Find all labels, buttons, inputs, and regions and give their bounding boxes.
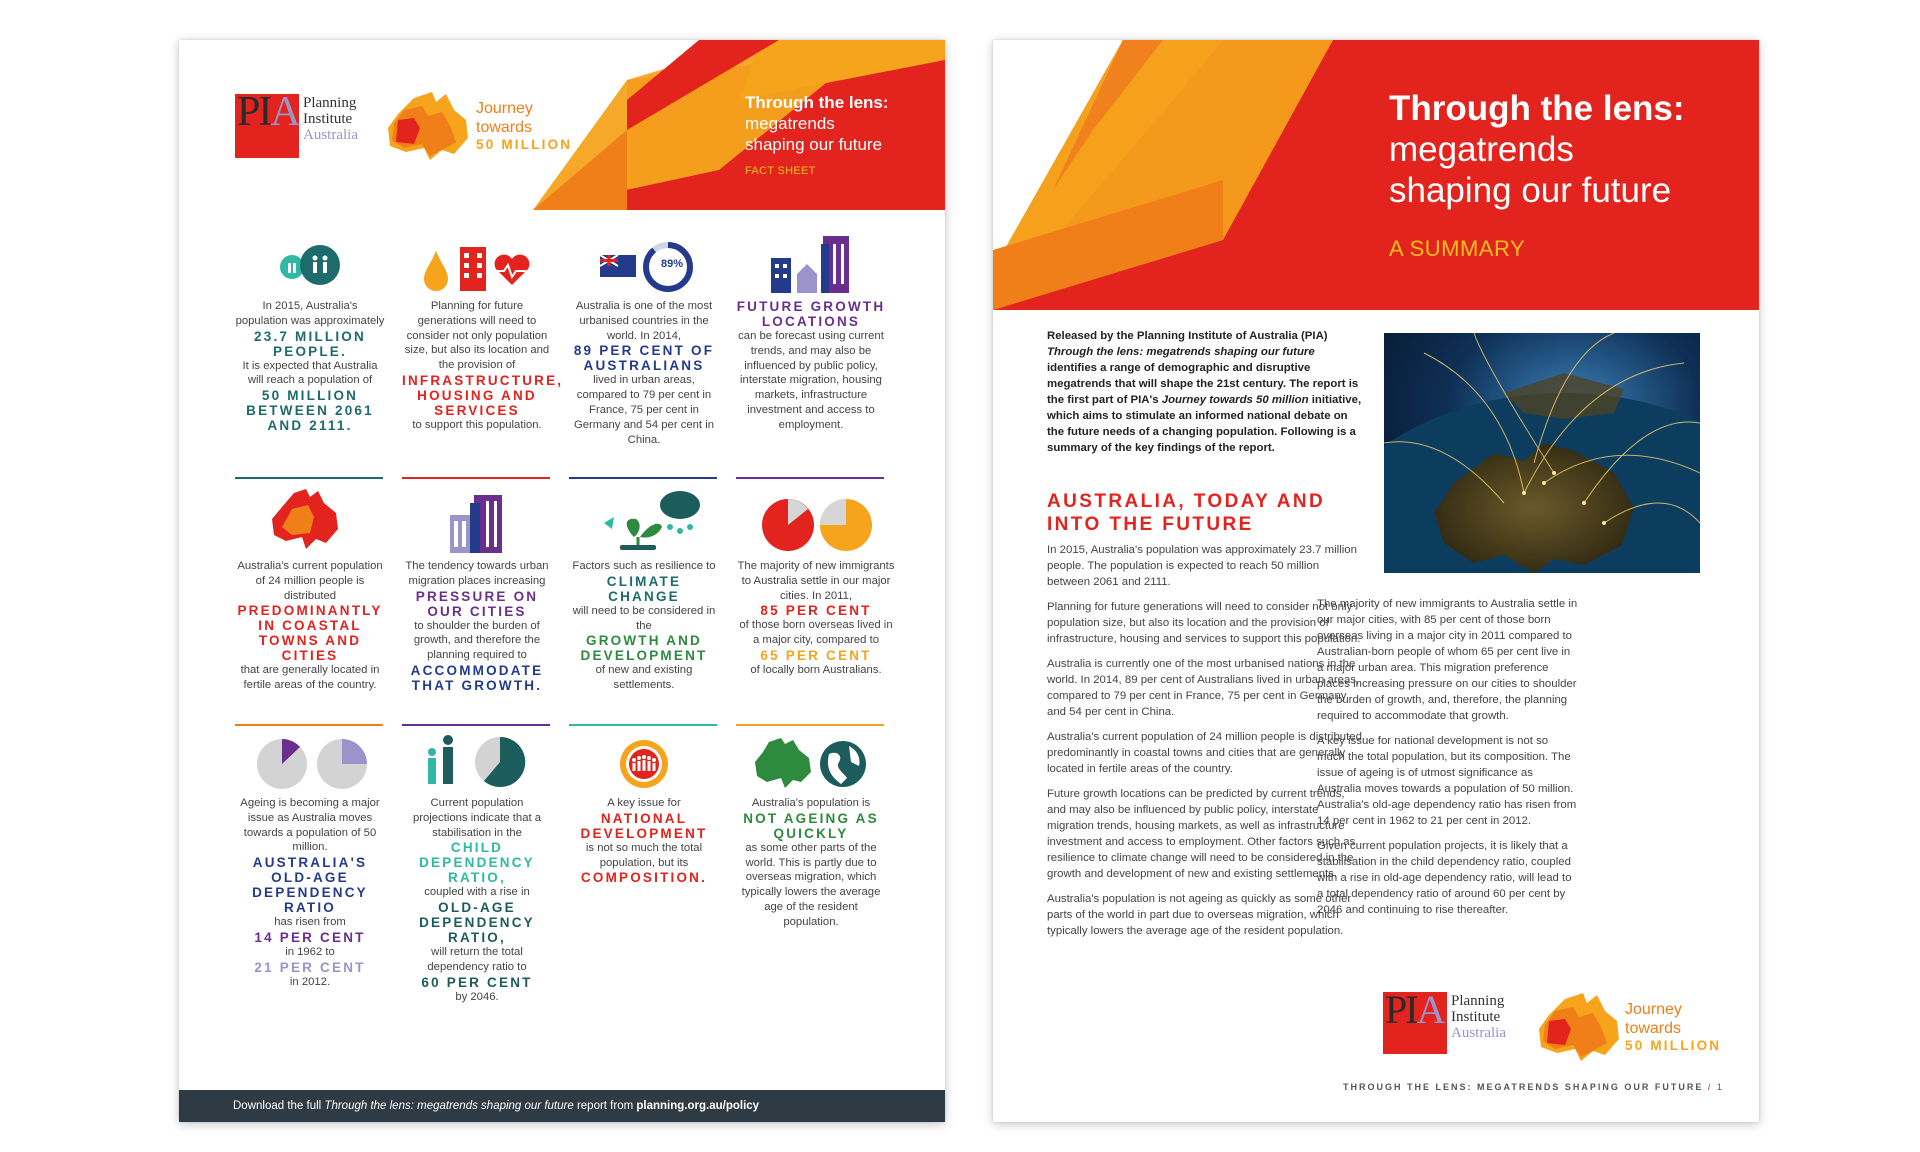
page-number: 1: [1716, 1082, 1724, 1092]
divider: [235, 477, 383, 479]
journey-line-2: towards: [476, 118, 533, 136]
pia-name-line-2: Institute: [303, 110, 353, 127]
pia-name-line-1: Planning: [1451, 993, 1505, 1009]
cell-infrastructure: Planning for future generations will need to consider not only population size, but also its location and the provision of INFRASTRUCTURE, HOUSING AND SERVICES to support this population.: [402, 237, 552, 433]
journey-line-2: towards: [1625, 1019, 1682, 1037]
fact-sheet-label: FACT SHEET: [745, 165, 816, 177]
climate-icon: [584, 487, 704, 553]
pie-icons: [756, 493, 876, 553]
cell-growth-locations: FUTURE GROWTH LOCATIONS can be forecast using current trends, and may also be influenced by public policy, interstate migration, housing markets, infrastructure investment and access to employment.: [736, 230, 886, 433]
divider: [736, 724, 884, 726]
policy-link[interactable]: planning.org.au/policy: [636, 1100, 760, 1112]
divider: [569, 724, 717, 726]
australia-map-icon: [270, 487, 350, 553]
summary-page: [993, 40, 1759, 1122]
journey-line-1: Journey: [1625, 1001, 1682, 1019]
pia-logo: [235, 89, 358, 158]
community-icon: [614, 734, 674, 790]
cell-climate: Factors such as resilience to CLIMATE CHANGE will need to be considered in the GROWTH AND DEVELOPMENT of new and existing settlements.: [569, 485, 719, 693]
journey-line-3: 50 MILLION: [476, 136, 573, 152]
cell-child-dependency: Current population projections indicate that a stabilisation in the CHILD DEPENDENCY RATIO, coupled with a rise in OLD-AGE DEPENDENCY RATIO, will return the total dependency ratio to 60 PER CENT by 2046.: [402, 730, 552, 1005]
city-towers-icon: [442, 489, 512, 553]
australia-map-icon: [1535, 988, 1625, 1066]
running-footer: THROUGH THE LENS: MEGATRENDS SHAPING OUR FUTURE / 1: [1343, 1082, 1724, 1092]
cell-population: In 2015, Australia's population was approximately 23.7 MILLION PEOPLE. It is expected that Australia will reach a population of 50 MILLION BETWEEN 2061 AND 2111.: [235, 237, 385, 433]
pia-logo-mark: PIA: [1383, 992, 1447, 1054]
divider: [569, 477, 717, 479]
globe-australia-network-image: [1384, 333, 1700, 573]
people-icon: [280, 237, 340, 293]
header-title: Through the lens: megatrends shaping our future: [745, 93, 889, 154]
pia-name-line-1: Planning: [303, 95, 357, 111]
divider: [402, 724, 550, 726]
body-column-1: In 2015, Australia's population was approximately 23.7 million people. The population is expected to reach 50 million between 2061 and 2111. Planning for future generations will need to consider not only population size, but also its location and the provision of infrastructure, housing and services to support this population. Australia is currently one of the most urbanised nations in the world. In 2014, 89 per cent of Australians lived in urban areas, compared to 79 per cent in France, 75 per cent in Germany and 54 per cent in China. Australia's current population of 24 million people is distributed predominantly in coastal towns and cities that are generally located in fertile areas of the country. Future growth locations can be predicted by current trends, and may also be influenced by public policy, interstate migration trends, housing markets, as well as infrastructure investment and access to employment. Other factors such as resilience to climate change will need to be considered in the growth and development of new and existing settlements. Australia's population is not ageing as quickly as some other parts of the world in part due to overseas migration, which typically lowers the average age of the resident population.: [1047, 544, 1362, 937]
cell-pressure-cities: The tendency towards urban migration places increasing PRESSURE ON OUR CITIES to shoulder the burden of growth, and therefore the planning required to ACCOMMODATE THAT GROWTH.: [402, 485, 552, 693]
fact-sheet-page: [179, 40, 945, 1122]
summary-title: Through the lens: megatrends shaping our future: [1389, 89, 1685, 210]
australia-map-icon: [384, 90, 474, 162]
cell-national-development: A key issue for NATIONAL DEVELOPMENT is not so much the total population, but its COMPOSITION.: [569, 730, 719, 885]
intro-paragraph: Released by the Planning Institute of Australia (PIA) Through the lens: megatrends shaping our future identifies a range of demographic and disruptive megatrends that will shape the 21st century. The report is the first part of PIA's Journey towards 50 million initiative, which aims to stimulate an informed national debate on the future needs of a changing population. Following is a summary of the key findings of the report.: [1047, 330, 1362, 454]
globe-map-icon: [751, 734, 871, 790]
urbanised-percent-badge: 89%: [660, 258, 684, 270]
cell-coastal: Australia's current population of 24 million people is distributed PREDOMINANTLY IN COASTAL TOWNS AND CITIES that are generally located in fertile areas of the country.: [235, 485, 385, 693]
journey-line-3: 50 MILLION: [1625, 1037, 1722, 1053]
pia-name-line-2: Institute: [1451, 1008, 1501, 1025]
infrastructure-icons: [422, 237, 532, 293]
section-heading: AUSTRALIA, TODAY AND INTO THE FUTURE: [1047, 491, 1326, 535]
pia-name-line-3: Australia: [1451, 1024, 1506, 1041]
divider: [402, 477, 550, 479]
journey-logo: [384, 90, 572, 162]
pia-logo-mark: PIA: [235, 94, 299, 158]
ageing-pie-icons: [250, 734, 370, 790]
cell-ageing: Ageing is becoming a major issue as Australia moves towards a population of 50 million. AUSTRALIA'S OLD-AGE DEPENDENCY RATIO has risen from 14 PER CENT in 1962 to 21 PER CENT in 2012.: [235, 730, 385, 990]
body-column-2: The majority of new immigrants to Australia settle in our major cities, with 85 per cent of those born overseas living in a major city in 2011 compared to Australian-born people of whom 65 per cent live in a major urban area. This migration preference places increasing pressure on our cities to shoulder the burden of growth, and, therefore, the planning required to accommodate that growth. A key issue for national development is not so much the total population, but its composition. The issue of ageing is of utmost significance as Australia moves towards a population of 50 million. Australia's old-age dependency ratio has risen from 14 per cent in 1962 to 21 per cent in 2012. Given current population projects, it is likely that a stabilisation in the child dependency ratio, coupled with a rise in old-age dependency ratio, will lead to a total dependency ratio of around 60 per cent by 2046 and continuing to rise thereafter.: [1317, 598, 1578, 916]
buildings-icon: [761, 230, 861, 293]
cell-urbanised: 89% Australia is one of the most urbanised countries in the world. In 2014, 89 PER CENT OF AUSTRALIANS lived in urban areas, compared to 79 per cent in France, 75 per cent in Germany and 54 per cent in China.: [569, 237, 719, 447]
journey-logo: [1535, 988, 1721, 1066]
download-footer: Download the full Through the lens: megatrends shaping our future report from planning.org.au/policy: [179, 1090, 945, 1122]
family-pie-icon: [422, 732, 532, 790]
journey-line-1: Journey: [476, 100, 533, 118]
pia-logo: [1383, 987, 1506, 1054]
cell-not-ageing: Australia's population is NOT AGEING AS QUICKLY as some other parts of the world. This is partly due to overseas migration, which typically lowers the average age of the resident population.: [736, 730, 886, 930]
pia-name-line-3: Australia: [303, 126, 358, 143]
cell-immigrants: The majority of new immigrants to Australia settle in our major cities. In 2011, 85 PER CENT of those born overseas lived in a major city, compared to 65 PER CENT of locally born Australians.: [736, 485, 896, 678]
divider: [235, 724, 383, 726]
summary-subtitle: A SUMMARY: [1389, 236, 1526, 261]
divider: [736, 477, 884, 479]
